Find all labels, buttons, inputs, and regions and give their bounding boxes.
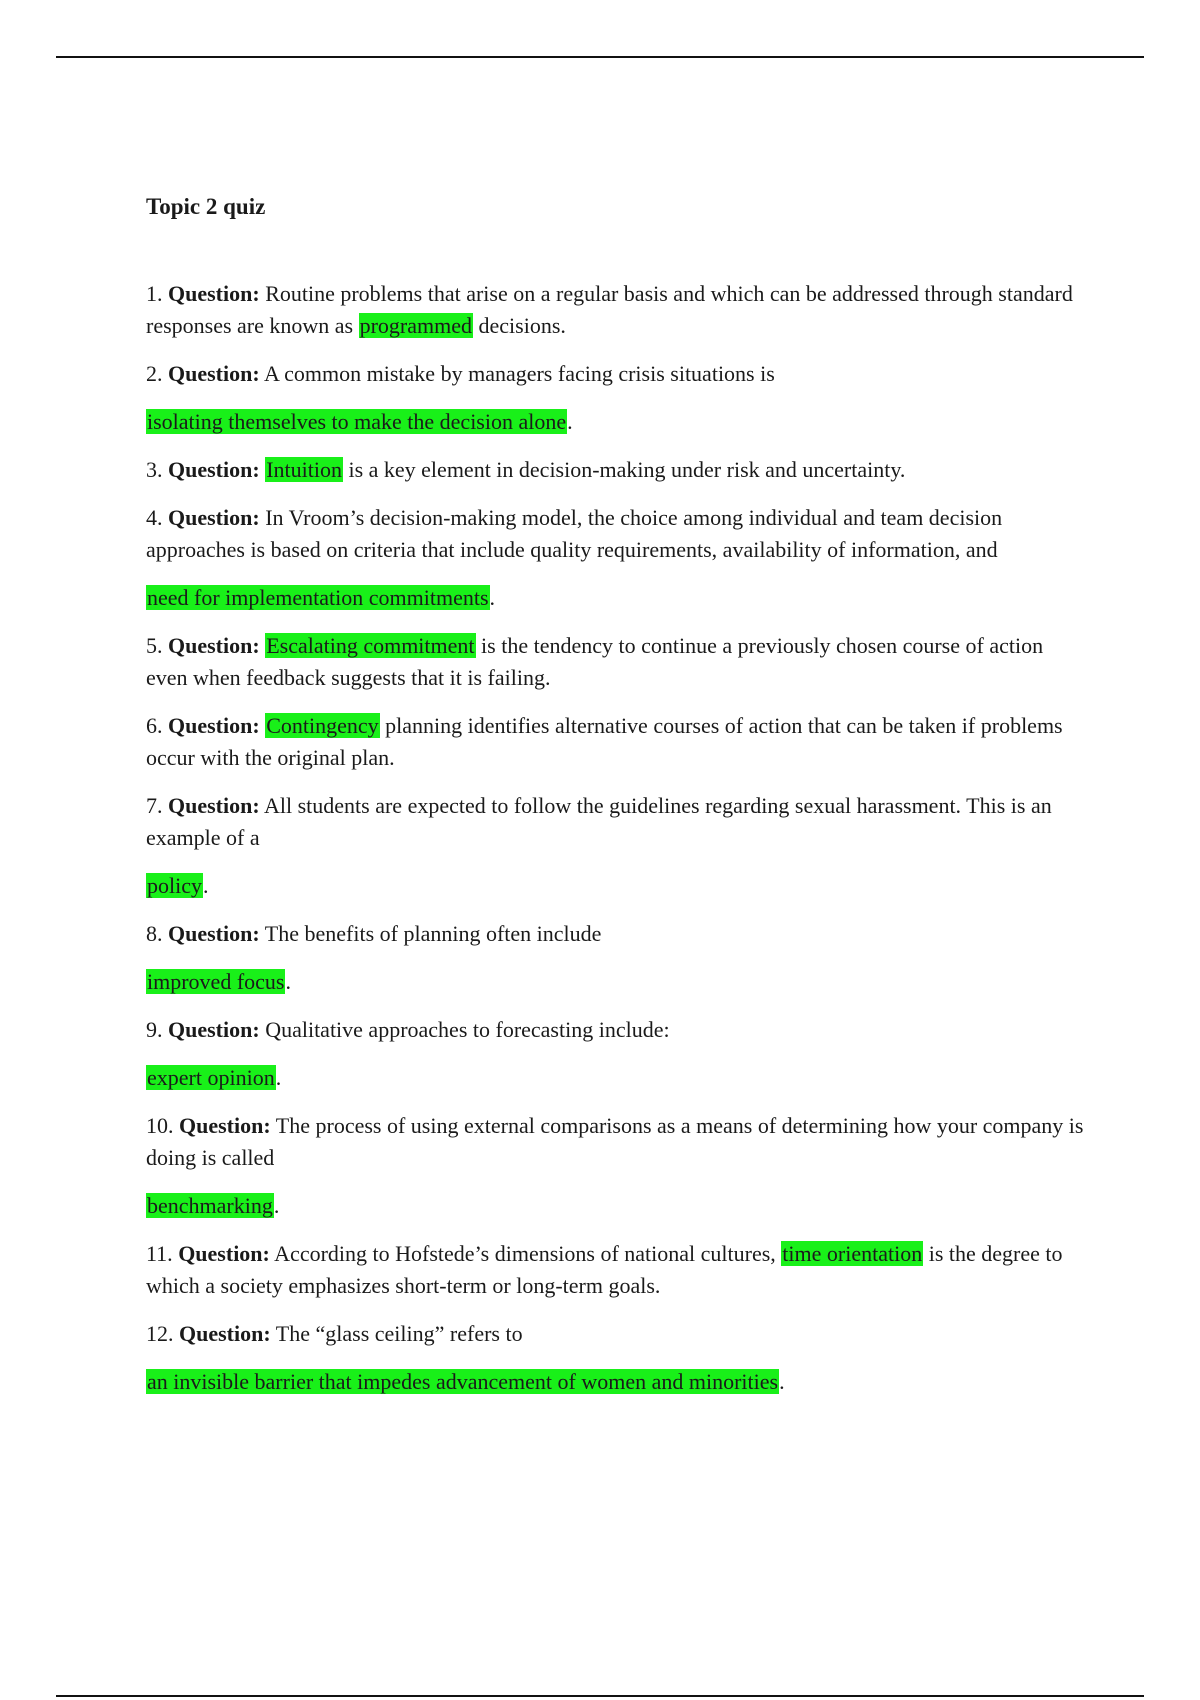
question-number: 2. bbox=[146, 361, 163, 386]
question-text: The process of using external comparisons as a means of determining how your company is doing is called bbox=[146, 1113, 1084, 1170]
question-1 bbox=[146, 278, 1086, 342]
question-text: planning identifies alternative courses of action that can be taken if problems occur with the original plan. bbox=[146, 713, 1063, 770]
question-number: 9. bbox=[146, 1017, 163, 1042]
highlighted-answer: an invisible barrier that impedes advancement of women and minorities bbox=[147, 1369, 779, 1394]
question-8 bbox=[146, 918, 1086, 950]
question-11 bbox=[146, 1238, 1086, 1302]
question-9 bbox=[146, 1014, 1086, 1046]
answer-9 bbox=[146, 1062, 1086, 1094]
question-3 bbox=[146, 454, 1086, 486]
question-number: 4. bbox=[146, 505, 163, 530]
highlighted-answer: programmed bbox=[359, 313, 473, 338]
question-text: is the tendency to continue a previously chosen course of action even when feedback suggests that it is failing. bbox=[146, 633, 1044, 690]
question-text: According to Hofstede’s dimensions of national cultures, bbox=[274, 1241, 776, 1266]
answer-end: . bbox=[285, 969, 291, 994]
question-7 bbox=[146, 790, 1086, 854]
bottom-rule bbox=[56, 1695, 1144, 1697]
question-label: Question: bbox=[178, 1241, 270, 1266]
highlighted-answer: Escalating commitment bbox=[266, 633, 475, 658]
highlighted-answer: benchmarking bbox=[147, 1193, 273, 1218]
question-text: In Vroom’s decision-making model, the choice among individual and team decision approaches is based on criteria that include quality requirements, availability of information, and bbox=[146, 505, 1003, 562]
top-rule bbox=[56, 56, 1144, 58]
question-text: All students are expected to follow the guidelines regarding sexual harassment. This is an example of a bbox=[146, 793, 1052, 850]
answer-12 bbox=[146, 1366, 1086, 1398]
highlighted-answer: need for implementation commitments bbox=[147, 585, 489, 610]
question-label: Question: bbox=[168, 361, 260, 386]
highlighted-answer: Contingency bbox=[266, 713, 379, 738]
answer-8 bbox=[146, 966, 1086, 998]
highlighted-answer: improved focus bbox=[147, 969, 285, 994]
page-title: Topic 2 quiz bbox=[146, 194, 266, 219]
question-text: Qualitative approaches to forecasting include: bbox=[265, 1017, 670, 1042]
question-label: Question: bbox=[168, 1017, 260, 1042]
answer-4 bbox=[146, 582, 1086, 614]
question-number: 8. bbox=[146, 921, 163, 946]
question-label: Question: bbox=[168, 793, 260, 818]
question-text: Routine problems that arise on a regular basis and which can be addressed through standard responses are known as bbox=[146, 281, 1073, 338]
question-label: Question: bbox=[168, 457, 260, 482]
question-text: The benefits of planning often include bbox=[264, 921, 602, 946]
answer-end: . bbox=[567, 409, 573, 434]
answer-7 bbox=[146, 870, 1086, 902]
question-number: 10. bbox=[146, 1113, 174, 1138]
question-number: 5. bbox=[146, 633, 163, 658]
question-5 bbox=[146, 630, 1086, 694]
highlighted-answer: policy bbox=[147, 873, 202, 898]
question-number: 12. bbox=[146, 1321, 174, 1346]
highlighted-answer: Intuition bbox=[266, 457, 342, 482]
answer-end: . bbox=[779, 1369, 785, 1394]
question-label: Question: bbox=[168, 281, 260, 306]
question-label: Question: bbox=[168, 713, 260, 738]
question-number: 7. bbox=[146, 793, 163, 818]
question-label: Question: bbox=[179, 1321, 271, 1346]
highlighted-answer: time orientation bbox=[782, 1241, 923, 1266]
question-text-end: is the degree to which a society emphasizes short-term or long-term goals. bbox=[146, 1241, 1063, 1298]
question-number: 6. bbox=[146, 713, 163, 738]
question-label: Question: bbox=[179, 1113, 271, 1138]
question-12 bbox=[146, 1318, 1086, 1350]
highlighted-answer: isolating themselves to make the decision alone bbox=[147, 409, 567, 434]
question-number: 1. bbox=[146, 281, 163, 306]
answer-10 bbox=[146, 1190, 1086, 1222]
question-number: 11. bbox=[146, 1241, 173, 1266]
question-label: Question: bbox=[168, 505, 260, 530]
question-6 bbox=[146, 710, 1086, 774]
highlighted-answer: expert opinion bbox=[147, 1065, 275, 1090]
question-number: 3. bbox=[146, 457, 163, 482]
answer-end: . bbox=[273, 1193, 280, 1218]
question-text: is a key element in decision-making under risk and uncertainty. bbox=[348, 457, 906, 482]
quiz-content bbox=[146, 190, 1086, 1414]
question-label: Question: bbox=[168, 633, 260, 658]
answer-2 bbox=[146, 406, 1086, 438]
answer-end: . bbox=[275, 1065, 282, 1090]
question-label: Question: bbox=[168, 921, 260, 946]
question-text-end: decisions. bbox=[478, 313, 566, 338]
question-text: A common mistake by managers facing crisis situations is bbox=[263, 361, 775, 386]
question-4 bbox=[146, 502, 1086, 566]
question-2 bbox=[146, 358, 1086, 390]
answer-end: . bbox=[203, 873, 209, 898]
question-10 bbox=[146, 1110, 1086, 1174]
question-text: The “glass ceiling” refers to bbox=[275, 1321, 523, 1346]
answer-end: . bbox=[489, 585, 496, 610]
